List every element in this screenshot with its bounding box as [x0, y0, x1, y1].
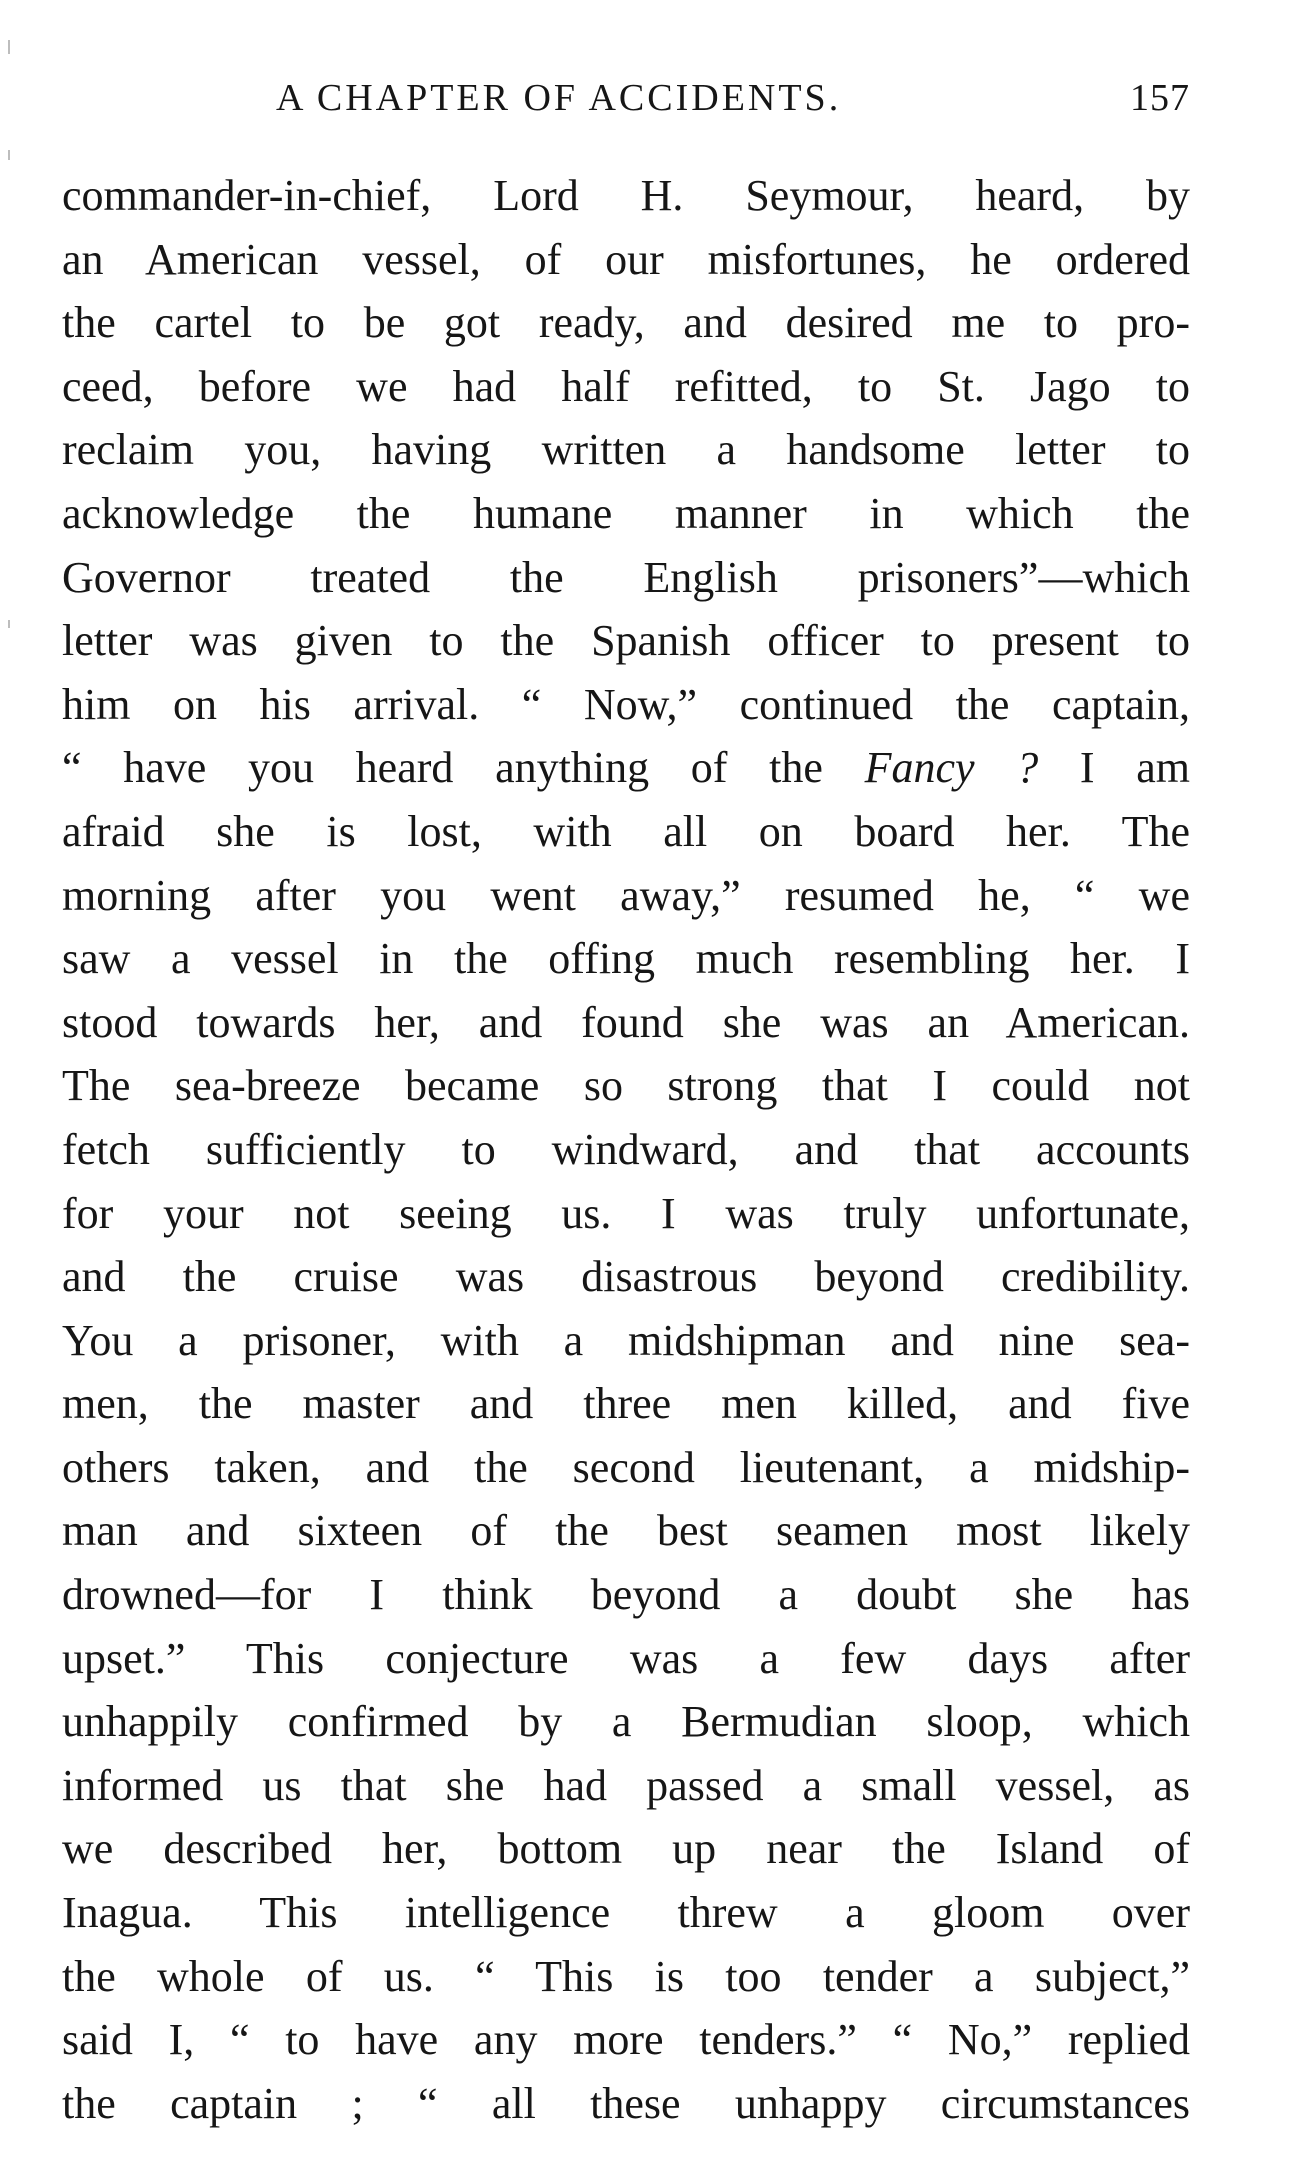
text-line: Inagua. This intelligence threw a gloom over — [62, 1888, 1190, 1938]
text-line: drowned—for I think beyond a doubt she has — [62, 1570, 1190, 1620]
text-line: him on his arrival. “ Now,” continued the captain, — [62, 679, 1190, 729]
text-line: You a prisoner, with a midshipman and nine sea- — [62, 1315, 1190, 1365]
text-line: The sea-breeze became so strong that I could not — [62, 1061, 1190, 1111]
text-line: and the cruise was disastrous beyond credibility. — [62, 1252, 1190, 1302]
text-line: unhappily confirmed by a Bermudian sloop, which — [62, 1697, 1190, 1747]
text-line: ceed, before we had half refitted, to St. Jago to — [62, 361, 1190, 411]
text-line: others taken, and the second lieutenant, a midship- — [62, 1442, 1190, 1492]
text-line: morning after you went away,” resumed he, “ we — [62, 870, 1190, 920]
margin-speck — [8, 150, 10, 160]
text-line: commander-in-chief, Lord H. Seymour, heard, by — [62, 171, 1190, 220]
text-line: saw a vessel in the offing much resembling her. I — [62, 934, 1190, 984]
running-head — [62, 76, 1190, 126]
text-line: the whole of us. “ This is too tender a subject,” — [62, 1951, 1190, 2001]
text-line: for your not seeing us. I was truly unfortunate, — [62, 1188, 1190, 1238]
text-line: man and sixteen of the best seamen most likely — [62, 1506, 1190, 1556]
ship-name-italic: Fancy ? — [864, 743, 1039, 793]
text-line: afraid she is lost, with all on board her. The — [62, 806, 1190, 856]
text-line: reclaim you, having written a handsome letter to — [62, 425, 1190, 475]
text-line: letter was given to the Spanish officer to present to — [62, 616, 1190, 666]
text-line: informed us that she had passed a small vessel, as — [62, 1760, 1190, 1810]
text-line: upset.” This conjecture was a few days after — [62, 1633, 1190, 1683]
text-line: stood towards her, and found she was an American. — [62, 997, 1190, 1047]
text-line-with-italic — [62, 736, 1190, 800]
text-line: said I, “ to have any more tenders.” “ No,” replied — [62, 2015, 1190, 2065]
text-line: acknowledge the humane manner in which the — [62, 488, 1190, 538]
page-number: 157 — [1130, 77, 1190, 119]
text-line: the captain ; “ all these unhappy circumstances — [62, 2078, 1190, 2128]
text-line: the cartel to be got ready, and desired me to pro- — [62, 298, 1190, 348]
text-line: Governor treated the English prisoners”—which — [62, 552, 1190, 602]
running-title: A CHAPTER OF ACCIDENTS. — [276, 77, 842, 119]
text-line: fetch sufficiently to windward, and that accounts — [62, 1124, 1190, 1174]
text-line: we described her, bottom up near the Island of — [62, 1824, 1190, 1874]
body-text — [62, 164, 1190, 2135]
text-segment: I am — [1038, 743, 1190, 793]
text-segment: “ have you heard anything of the — [62, 743, 823, 793]
margin-speck — [8, 40, 10, 54]
text-line: men, the master and three men killed, and five — [62, 1379, 1190, 1429]
text-line: an American vessel, of our misfortunes, he ordered — [62, 234, 1190, 284]
margin-speck — [8, 620, 10, 628]
